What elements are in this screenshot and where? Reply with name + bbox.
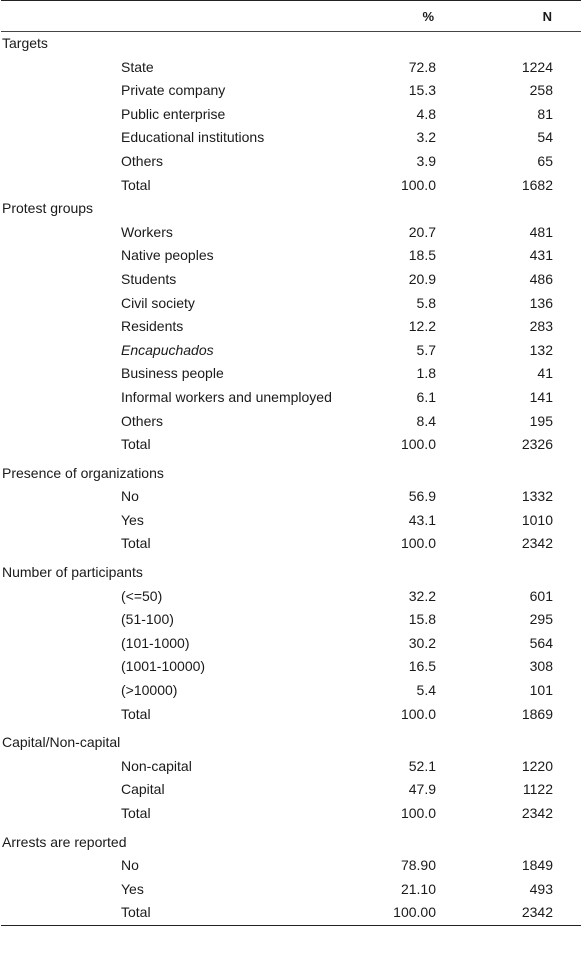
row-percent: 100.0 <box>400 535 436 552</box>
table-row <box>1 608 581 632</box>
section-header-row <box>1 556 581 585</box>
row-percent: 47.9 <box>408 781 436 798</box>
row-count: 493 <box>529 880 553 897</box>
table-row <box>1 655 581 679</box>
row-percent: 100.0 <box>400 705 436 722</box>
table-row <box>1 410 581 434</box>
row-label: Public enterprise <box>121 105 226 122</box>
row-label: Total <box>121 436 151 453</box>
row-label: (>10000) <box>121 682 178 699</box>
table-row <box>1 755 581 779</box>
section-header-row <box>1 826 581 855</box>
row-label: Total <box>121 705 151 722</box>
header-percent: % <box>351 1 466 32</box>
table-row <box>1 150 581 174</box>
row-count: 1332 <box>521 488 553 505</box>
row-label: Educational institutions <box>121 129 265 146</box>
row-count: 486 <box>529 270 553 287</box>
row-count: 283 <box>529 318 553 335</box>
row-count: 295 <box>529 611 553 628</box>
row-percent: 30.2 <box>408 634 436 651</box>
row-percent: 16.5 <box>408 658 436 675</box>
row-percent: 15.3 <box>408 82 436 99</box>
header-count: N <box>466 1 581 32</box>
row-label: Others <box>121 152 164 169</box>
table-row <box>1 362 581 386</box>
table-row <box>1 244 581 268</box>
row-count: 2326 <box>521 436 553 453</box>
table-row <box>1 585 581 609</box>
table-row <box>1 778 581 802</box>
total-row <box>1 532 581 556</box>
row-percent: 56.9 <box>408 488 436 505</box>
row-label: Total <box>121 176 151 193</box>
table-row <box>1 485 581 509</box>
row-count: 2342 <box>521 535 553 552</box>
row-count: 1849 <box>521 857 553 874</box>
row-label: State <box>121 58 154 75</box>
table-row <box>1 509 581 533</box>
row-count: 141 <box>529 388 553 405</box>
row-percent: 1.8 <box>416 365 436 382</box>
table-row <box>1 126 581 150</box>
table-row <box>1 103 581 127</box>
row-label: No <box>121 857 139 874</box>
row-count: 431 <box>529 247 553 264</box>
row-percent: 21.10 <box>400 880 436 897</box>
row-count: 481 <box>529 223 553 240</box>
section-title: Protest groups <box>2 200 94 217</box>
row-percent: 52.1 <box>408 757 436 774</box>
row-label: Total <box>1 901 351 925</box>
row-label: Students <box>121 270 177 287</box>
row-count: 195 <box>529 412 553 429</box>
row-count: 81 <box>537 105 553 122</box>
section-header-row <box>1 726 581 755</box>
row-count: 258 <box>529 82 553 99</box>
row-percent: 6.1 <box>416 388 436 405</box>
table-body <box>1 32 581 926</box>
row-percent: 20.9 <box>408 270 436 287</box>
row-label: (1001-10000) <box>121 658 206 675</box>
total-row <box>1 802 581 826</box>
row-label: No <box>121 488 139 505</box>
row-count: 308 <box>529 658 553 675</box>
header-row <box>1 1 581 32</box>
row-label: Yes <box>121 880 144 897</box>
total-row <box>1 703 581 727</box>
table-row <box>1 221 581 245</box>
section-title: Number of participants <box>2 564 143 581</box>
row-count: 564 <box>529 634 553 651</box>
row-percent: 15.8 <box>408 611 436 628</box>
table-row <box>1 315 581 339</box>
row-percent: 100.0 <box>400 176 436 193</box>
row-label: Non-capital <box>121 757 192 774</box>
row-label: Informal workers and unemployed <box>121 388 332 405</box>
row-label: Private company <box>121 82 226 99</box>
row-percent: 5.7 <box>416 341 436 358</box>
row-label: Capital <box>121 781 165 798</box>
row-percent: 3.2 <box>416 129 436 146</box>
row-percent: 12.2 <box>408 318 436 335</box>
row-count: 136 <box>529 294 553 311</box>
section-title: Capital/Non-capital <box>2 734 121 751</box>
row-count: 101 <box>529 682 553 699</box>
row-count: 1220 <box>521 757 553 774</box>
row-percent: 32.2 <box>408 587 436 604</box>
row-count: 1869 <box>521 705 553 722</box>
section-header-row <box>1 457 581 486</box>
row-label: (101-1000) <box>121 634 190 651</box>
header-label-cell <box>1 1 351 32</box>
row-label: (51-100) <box>121 611 174 628</box>
row-label: Native peoples <box>121 247 214 264</box>
row-percent: 78.90 <box>400 857 436 874</box>
row-percent: 72.8 <box>408 58 436 75</box>
table-row <box>1 56 581 80</box>
section-title: Targets <box>2 35 48 51</box>
row-percent: 18.5 <box>408 247 436 264</box>
section-title: Presence of organizations <box>2 464 164 481</box>
table-row <box>1 79 581 103</box>
row-count: 132 <box>529 341 553 358</box>
row-count: 41 <box>537 365 553 382</box>
row-count: 2342 <box>466 901 581 925</box>
row-percent: 100.0 <box>400 805 436 821</box>
row-count: 1122 <box>522 781 553 798</box>
section-title: Arrests are reported <box>2 833 127 850</box>
row-label: Residents <box>121 318 184 335</box>
row-percent: 43.1 <box>408 511 436 528</box>
row-count: 54 <box>537 129 553 146</box>
table-row <box>1 386 581 410</box>
row-percent: 4.8 <box>416 105 436 122</box>
row-percent: 8.4 <box>416 412 436 429</box>
row-count: 1010 <box>521 511 553 528</box>
row-label: Encapuchados <box>121 341 214 358</box>
data-table-container <box>1 0 581 926</box>
row-label: Total <box>121 535 151 552</box>
statistics-table <box>1 0 581 926</box>
table-row <box>1 339 581 363</box>
table-row <box>1 854 581 878</box>
row-label: Civil society <box>121 294 195 311</box>
section-header-row <box>1 32 581 56</box>
table-row <box>1 679 581 703</box>
row-label: Total <box>121 805 151 821</box>
table-row <box>1 268 581 292</box>
row-percent: 100.0 <box>400 436 436 453</box>
table-row <box>1 632 581 656</box>
table-header <box>1 1 581 32</box>
row-percent: 5.4 <box>416 682 436 699</box>
total-row <box>1 433 581 457</box>
row-percent: 3.9 <box>416 152 436 169</box>
row-count: 1682 <box>521 176 553 193</box>
row-percent: 5.8 <box>416 294 436 311</box>
table-row <box>1 292 581 316</box>
row-label: (<=50) <box>121 587 163 604</box>
row-label: Yes <box>121 511 144 528</box>
row-percent: 20.7 <box>408 223 436 240</box>
total-row <box>1 174 581 198</box>
section-header-row <box>1 197 581 221</box>
row-count: 601 <box>529 587 553 604</box>
table-row <box>1 878 581 902</box>
row-label: Workers <box>121 223 173 240</box>
row-label: Business people <box>121 365 224 382</box>
total-row <box>1 901 581 925</box>
row-percent: 100.00 <box>351 901 466 925</box>
row-count: 1224 <box>521 58 553 75</box>
row-count: 2342 <box>521 805 553 821</box>
row-count: 65 <box>537 152 553 169</box>
row-label: Others <box>121 412 164 429</box>
